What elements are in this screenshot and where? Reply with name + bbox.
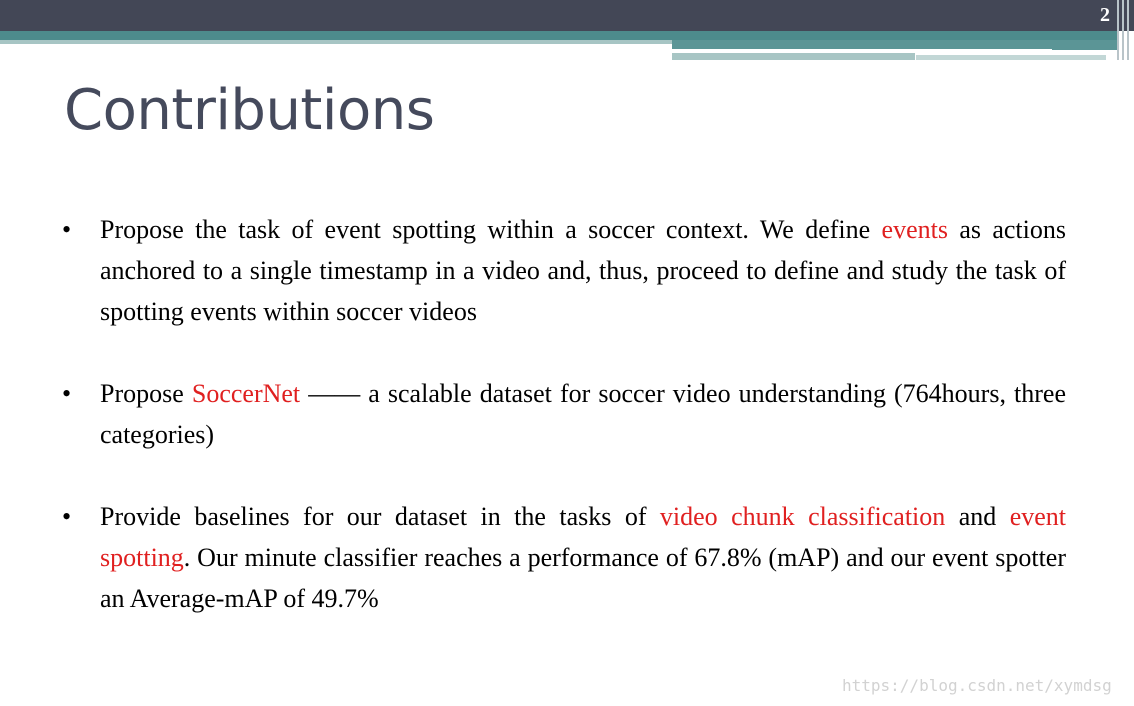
slide-title: Contributions (64, 78, 435, 143)
bullet-text: Propose the task of event spotting within a soccer context. We define (100, 215, 882, 244)
highlight-soccernet: SoccerNet (191, 379, 301, 408)
header-band-white-line (672, 49, 1052, 51)
watermark: https://blog.csdn.net/xymdsg (842, 676, 1112, 695)
header-vertical-line-1 (1117, 0, 1119, 60)
bullet-item-event-spotting (60, 209, 1066, 332)
header-band-teal (0, 31, 1117, 40)
bullet-item-soccernet (60, 373, 1066, 455)
header-band-dark (0, 0, 1134, 31)
bullet-marker: • (62, 502, 72, 531)
header-vertical-line-3 (1127, 0, 1129, 60)
bullet-text: as actions anchored to a single timestamp in a video and, thus, proceed to define and study the task of spotting events within soccer videos (100, 215, 1066, 326)
bullet-text: Provide baselines for our dataset in the tasks of (100, 502, 660, 531)
highlight-events: events (881, 215, 948, 244)
bullet-marker: • (62, 379, 72, 408)
bullet-text: and (945, 502, 1010, 531)
bullet-text: —— a scalable dataset for soccer video understanding (764hours, three categories) (100, 379, 1066, 449)
header-band-light-left (0, 40, 672, 44)
bullet-list (60, 209, 1066, 660)
highlight-video-chunk-classification: video chunk classification (659, 502, 946, 531)
bullet-text: Propose (100, 379, 192, 408)
bullet-text: . Our minute classifier reaches a performance of 67.8% (mAP) and our event spotter an Average-mAP of 49.7% (100, 543, 1066, 613)
page-number: 2 (1100, 4, 1110, 26)
bullet-item-baselines (60, 496, 1066, 619)
highlight-event-spotting: event spotting (100, 502, 1067, 572)
header-band-light-right (672, 53, 915, 60)
header-vertical-line-2 (1122, 0, 1124, 60)
bullet-marker: • (62, 215, 72, 244)
header-band-pale-right (916, 55, 1106, 60)
